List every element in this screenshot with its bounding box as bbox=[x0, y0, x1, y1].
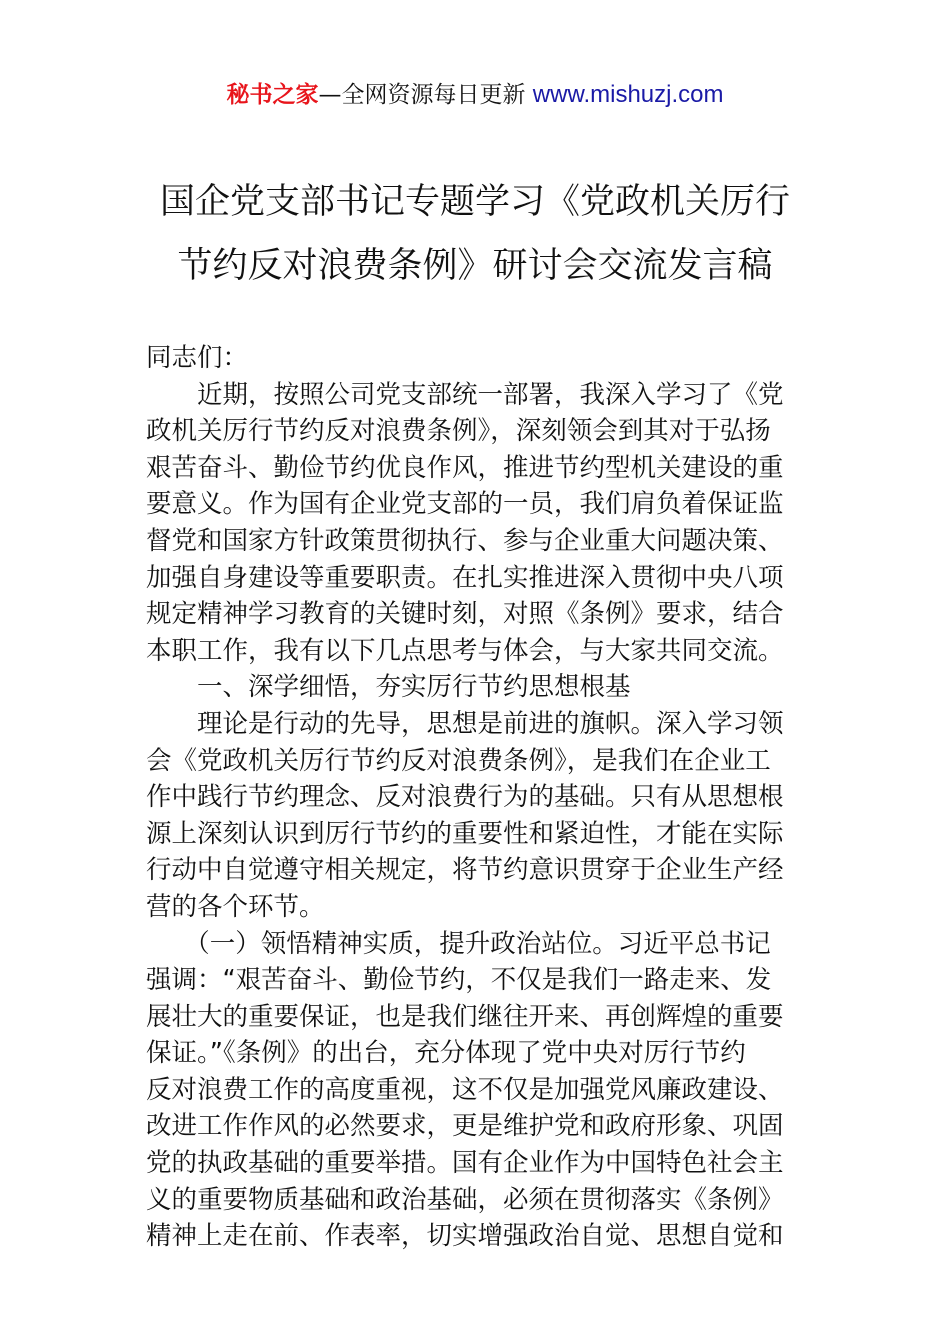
body-line: 要意义。作为国有企业党支部的一员，我们肩负着保证监 bbox=[146, 489, 784, 520]
body-line: 源上深刻认识到厉行节约的重要性和紧迫性，才能在实际 bbox=[146, 818, 784, 849]
body-line: 义的重要物质基础和政治基础，必须在贯彻落实《条例》 bbox=[146, 1184, 784, 1215]
body-line: 会《党政机关厉行节约反对浪费条例》，是我们在企业工 bbox=[146, 745, 771, 776]
body-line: 保证。”《条例》的出台，充分体现了党中央对厉行节约 bbox=[146, 1038, 746, 1069]
site-brand: 秘书之家 bbox=[226, 82, 319, 108]
subsection-line: （一）领悟精神实质，提升政治站位。习近平总书记 bbox=[146, 928, 771, 959]
title-line: 国企党支部书记专题学习《党政机关厉行 bbox=[159, 182, 790, 222]
body-line: 督党和国家方针政策贯彻执行、参与企业重大问题决策、 bbox=[146, 525, 784, 556]
body-line: 行动中自觉遵守相关规定，将节约意识贯穿于企业生产经 bbox=[146, 855, 784, 886]
site-header bbox=[0, 78, 950, 112]
body-line: 作中践行节约理念、反对浪费行为的基础。只有从思想根 bbox=[146, 782, 784, 813]
body-line: 理论是行动的先导，思想是前进的旗帜。深入学习领 bbox=[146, 708, 784, 739]
body-line: 营的各个环节。 bbox=[146, 891, 325, 922]
body-line: 政机关厉行节约反对浪费条例》，深刻领会到其对于弘扬 bbox=[146, 416, 771, 447]
site-url-link[interactable]: www.mishuzj.com bbox=[532, 81, 724, 108]
title-line: 节约反对浪费条例》研讨会交流发言稿 bbox=[177, 246, 773, 286]
salutation: 同志们： bbox=[146, 343, 249, 373]
body-line: 规定精神学习教育的关键时刻，对照《条例》要求，结合 bbox=[146, 599, 784, 630]
body-line: 近期，按照公司党支部统一部署，我深入学习了《党 bbox=[146, 379, 784, 410]
body-line: 反对浪费工作的高度重视，这不仅是加强党风廉政建设、 bbox=[146, 1074, 784, 1105]
site-tagline: —全网资源每日更新 bbox=[318, 82, 533, 108]
document-title bbox=[100, 170, 850, 298]
body-line: 强调：“艰苦奋斗、勤俭节约，不仅是我们一路走来、发 bbox=[146, 965, 772, 996]
body-line: 加强自身建设等重要职责。在扎实推进深入贯彻中央八项 bbox=[146, 562, 784, 593]
body-line: 展壮大的重要保证，也是我们继往开来、再创辉煌的重要 bbox=[146, 1001, 784, 1032]
body-line: 艰苦奋斗、勤俭节约优良作风，推进节约型机关建设的重 bbox=[146, 452, 784, 483]
body-line: 改进工作作风的必然要求，更是维护党和政府形象、巩固 bbox=[146, 1111, 784, 1142]
document-body bbox=[146, 340, 806, 1255]
section-heading: 一、深学细悟，夯实厉行节约思想根基 bbox=[146, 672, 631, 703]
body-line: 党的执政基础的重要举措。国有企业作为中国特色社会主 bbox=[146, 1148, 784, 1179]
body-line: 本职工作，我有以下几点思考与体会，与大家共同交流。 bbox=[146, 635, 784, 666]
body-line: 精神上走在前、作表率，切实增强政治自觉、思想自觉和 bbox=[146, 1221, 784, 1252]
